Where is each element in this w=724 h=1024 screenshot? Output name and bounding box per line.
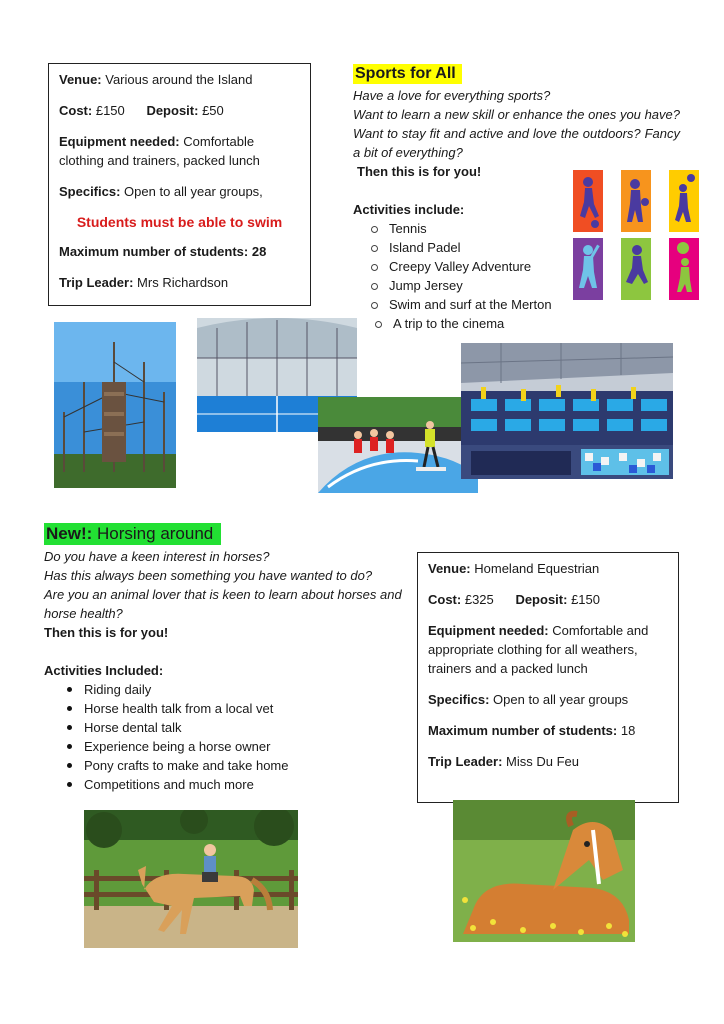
max-students-line: Maximum number of students: 18 (428, 723, 636, 738)
horse-intro-1: Do you have a keen interest in horses? (44, 549, 270, 564)
list-item: Competitions and much more (64, 775, 424, 794)
horse-info-box (417, 552, 679, 803)
equipment-line: Equipment needed: Comfortable and appropriate clothing for all weathers, trainers and a packed lunch (428, 623, 649, 676)
trip-leader-line: Trip Leader: Miss Du Feu (428, 754, 580, 769)
equipment-line: Equipment needed: Comfortable clothing and trainers, packed lunch (59, 134, 260, 168)
tennis-player-icon (669, 238, 699, 300)
list-item: Jump Jersey (369, 276, 680, 295)
list-item: Experience being a horse owner (64, 737, 424, 756)
list-item: Horse dental talk (64, 718, 424, 737)
sports-activities-heading: Activities include: (353, 202, 465, 217)
max-students-line: Maximum number of students: 28 (59, 244, 267, 259)
horse-activities-list (64, 680, 424, 794)
horse-intro-3: Are you an animal lover that is keen to learn about horses and horse health? (44, 587, 402, 621)
list-item: Riding daily (64, 680, 424, 699)
list-item: Swim and surf at the Merton (369, 295, 680, 314)
sports-intro-question: Have a love for everything sports? (353, 88, 551, 103)
horse-section (44, 522, 424, 794)
list-item: Horse health talk from a local vet (64, 699, 424, 718)
trampoline-park-photo (461, 343, 673, 479)
foal-photo (453, 800, 635, 942)
cost-line: Cost: £325 Deposit: £150 (428, 592, 600, 607)
horse-intro-2: Has this always been something you have wanted to do? (44, 568, 373, 583)
basketball-player-icon (621, 170, 651, 232)
sports-intro-text: Want to learn a new skill or enhance the ones you have? Want to stay fit and active and love the outdoors? Fancy a bit of everything? (353, 107, 680, 160)
sports-info-box (48, 63, 311, 306)
sports-icons-grid (571, 170, 703, 302)
horse-title: New!: Horsing around (44, 522, 424, 547)
runner-icon (621, 238, 651, 300)
swim-warning: Students must be able to swim (76, 214, 283, 230)
list-item: Tennis (369, 219, 680, 238)
venue-line: Venue: Homeland Equestrian (428, 561, 600, 576)
trip-leader-line: Trip Leader: Mrs Richardson (59, 275, 229, 290)
list-item: Pony crafts to make and take home (64, 756, 424, 775)
horse-cta: Then this is for you! (44, 625, 169, 640)
volleyball-player-icon (669, 170, 699, 232)
venue-line: Venue: Various around the Island (59, 72, 253, 87)
specifics-line: Specifics: Open to all year groups, (59, 184, 263, 199)
surf-simulator-photo (318, 397, 478, 493)
specifics-line: Specifics: Open to all year groups (428, 692, 629, 707)
baseball-player-icon (573, 238, 603, 300)
football-player-icon (573, 170, 603, 232)
sports-title: Sports for All (353, 63, 680, 85)
ropes-course-photo (54, 322, 176, 488)
list-item: Creepy Valley Adventure (369, 257, 680, 276)
cost-line: Cost: £150 Deposit: £50 (59, 103, 224, 118)
sports-cta: Then this is for you! (357, 164, 482, 179)
horse-activities-heading: Activities Included: (44, 663, 164, 678)
list-item: Island Padel (369, 238, 680, 257)
list-item: A trip to the cinema (373, 314, 680, 333)
horse-riding-photo (84, 810, 298, 948)
